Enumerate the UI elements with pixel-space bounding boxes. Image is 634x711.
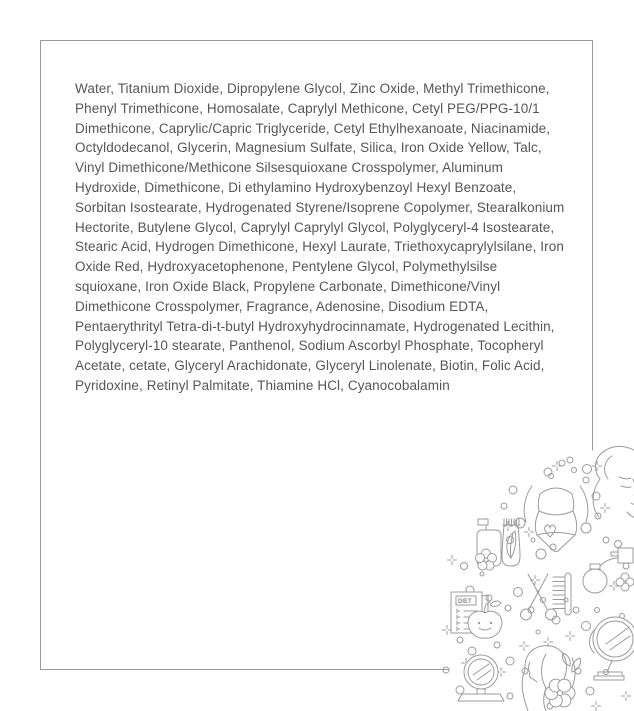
beauty-icons-cluster xyxy=(400,420,634,711)
ingredients-text: Water, Titanium Dioxide, Dipropylene Glycol, Zinc Oxide, Methyl Trimethicone, Phenyl Trimethicone, Homosalate, Caprylyl Methicone, Cetyl PEG/PPG-10/1 Dimethicone, Caprylic/Capric Triglyceride, Cetyl Ethylhexanoate, Niacinamide, Octyldodecanol, Glycerin, Magnesium Sulfate, Silica, Iron Oxide Yellow, Talc, Vinyl Dimethicone/Methicone Silsesquioxane Crosspolymer, Aluminum Hydroxide, Dimethicone, Di ethylamino Hydroxybenzoyl Hexyl Benzoate, Sorbitan Isostearate, Hydrogenated Styrene/Isoprene Copolymer, Stearalkonium Hectorite, Butylene Glycol, Caprylyl Caprylyl Glycol, Polyglyceryl-4 Isostearate, Stearic Acid, Hydrogen Dimethicone, Hexyl Laurate, Triethoxycaprylylsilane, Iron Oxide Red, Hydroxyacetophenone, Pentylene Glycol, Polymethylsilse squioxane, Iron Oxide Black, Propylene Carbonate, Dimethicone/Vinyl Dimethicone Crosspolymer, Fragrance, Adenosine, Disodium EDTA, Pentaerythrityl Tetra-di-t-butyl Hydroxyhydrocinnamate, Hydrogenated Lecithin, Polyglyceryl-10 stearate, Panthenol, Sodium Ascorbyl Phosphate, Tocopheryl Acetate, cetate, Glyceryl Arachidonate, Glyceryl Linolenate, Biotin, Folic Acid, Pyridoxine, Retinyl Palmitate, Thiamine HCl, Cyanocobalamin xyxy=(75,81,565,393)
diet-label: DIET xyxy=(458,599,472,605)
